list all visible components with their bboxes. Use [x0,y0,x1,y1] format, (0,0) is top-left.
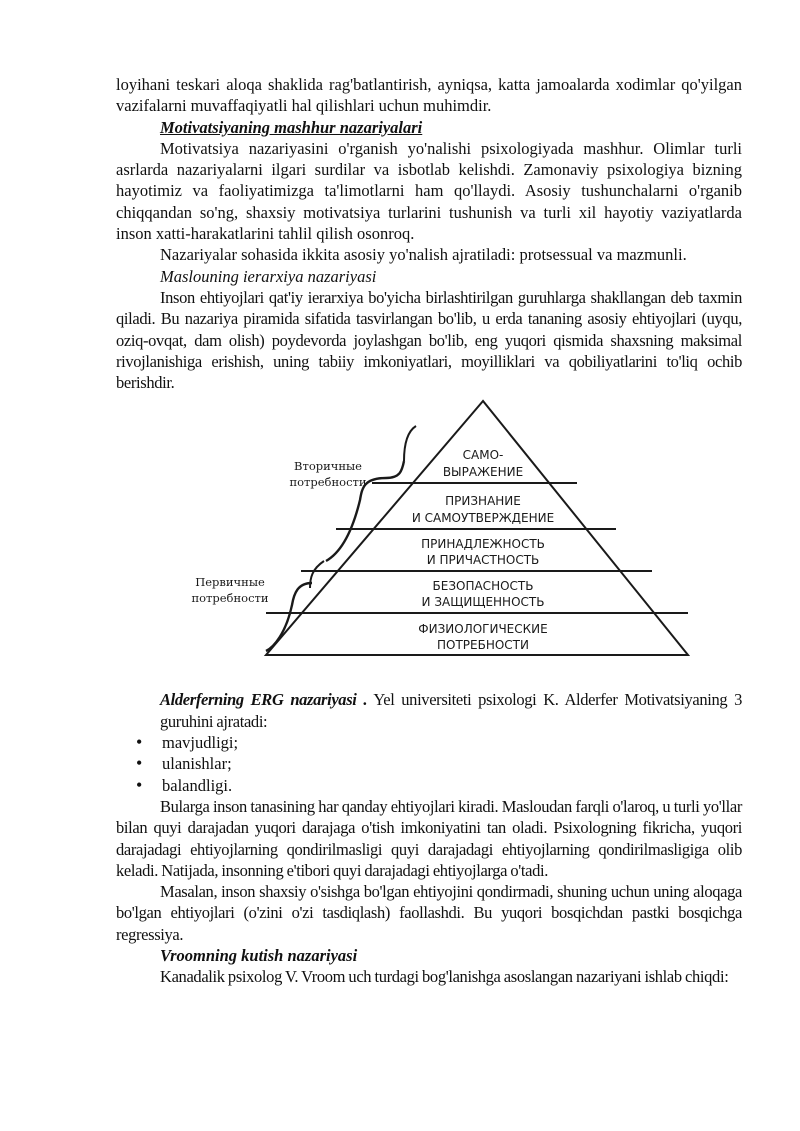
paragraph-erg-example: Masalan, inson shaxsiy o'sishga bo'lgan ehtiyojini qondirmadi, shuning uchun uning aloqaga bo'lgan ehtiyojlari (o'zini o'zi tasdiqlash) faollashdi. Bu yuqori bosqichdan pastki bosqichga regressiya. [116,882,742,944]
erg-intro-text: Yel universiteti psixologi K. Alderfer Motivatsiyaning 3 guruhini ajratadi: [160,690,742,731]
level-self-expression-line1: САМО- [462,448,504,463]
level-belonging-line1: ПРИНАДЛЕЖНОСТЬ [421,537,545,552]
level-safety-line1: БЕЗОПАСНОСТЬ [432,579,534,594]
paragraph-two-directions: Nazariyalar sohasida ikkita asosiy yo'nalish ajratiladi: protsessual va mazmunli. [160,245,687,265]
paragraph-vroom: Kanadalik psixolog V. Vroom uch turdagi bog'lanishga asoslangan nazariyani ishlab chiqdi: [160,967,729,987]
maslow-pyramid-svg [116,393,742,683]
section-heading-vroom: Vroomning kutish nazariyasi [160,946,358,966]
secondary-needs-label-line1: Вторичные [294,459,362,474]
section-heading-motivation-theories: Motivatsiyaning mashhur nazariyalari [160,117,423,137]
maslow-pyramid-figure [116,393,742,683]
primary-needs-label-line1: Первичные [195,575,265,590]
secondary-needs-label-line2: потребности [289,475,367,490]
document-page [116,74,742,988]
primary-needs-label-line2: потребности [191,591,269,606]
section-heading-maslow: Maslouning ierarxiya nazariyasi [160,266,377,286]
list-item: • balandligi. [116,775,742,796]
intro-paragraph: loyihani teskari aloqa shaklida rag'batlantirish, ayniqsa, katta jamoalarda xodimlar qo'yilgan vazifalarni muvaffaqiyatli hal qilishlari uchun muhimdir. [116,75,742,116]
level-safety-line2: И ЗАЩИЩЕННОСТЬ [421,595,545,610]
level-physiological-line1: ФИЗИОЛОГИЧЕСКИЕ [418,622,548,637]
erg-groups-list [116,732,742,796]
level-recognition-line2: И САМОУТВЕРЖДЕНИЕ [411,511,555,526]
level-recognition-line1: ПРИЗНАНИЕ [445,494,521,509]
list-item: • ulanishlar; [116,753,742,774]
primary-needs-brace [266,583,312,651]
level-physiological-line2: ПОТРЕБНОСТИ [436,638,530,653]
paragraph-erg-needs: Bularga inson tanasining har qanday ehtiyojlari kiradi. Masloudan farqli o'laroq, u turli yo'llar bilan quyi darajadan yuqori darajaga o'tish imkoniyatini tan oladi. Psixologning fikricha, yuqori darajadagi ehtiyojlarning qondirilmasligi quyi darajadagi ehtiyojlarning qondirilmasligiga olib keladi. Natijada, insonning e'tibori quyi darajadagi ehtiyojlarga o'tadi. [116,796,742,880]
level-belonging-line2: И ПРИЧАСТНОСТЬ [426,553,540,568]
section-heading-erg: Alderferning ERG nazariyasi . [160,690,368,710]
list-item: • mavjudligi; [116,732,742,753]
paragraph-maslow: Inson ehtiyojlari qat'iy ierarxiya bo'yicha birlashtirilgan guruhlarga shakllangan deb taxmin qiladi. Bu nazariya piramida sifatida tasvirlangan bo'lib, u erda tananing asosiy ehtiyojlari (uyqu, oziq-ovqat, dam olish) poydevorda joylashgan bo'lib, eng yuqori qismida shaxsning maksimal rivojlanishiga erishish, uning tabiiy imkoniyatlari, moyilliklari va qobiliyatlarini to'liq ochib berishdir. [116,287,742,393]
secondary-needs-brace [404,426,416,461]
paragraph-motivation-intro: Motivatsiya nazariyasini o'rganish yo'nalishi psixologiyada mashhur. Olimlar turli asrlarda nazariyalarni ilgari surdilar va isbotlab kelishdi. Zamonaviy psixologiya bizning hayotimiz va faoliyatimizga ta'limotlarni ham qo'llaydi. Asosiy tushunchalarni o'rganib chiqqandan so'ng, shaxsiy motivatsiya turlarini tushunish va turli xil hayotiy vaziyatlarda inson xatti-harakatlarini tahlil qilish osonroq. [116,138,742,244]
level-self-expression-line2: ВЫРАЖЕНИЕ [442,465,524,480]
paragraph-erg-intro [160,689,742,732]
